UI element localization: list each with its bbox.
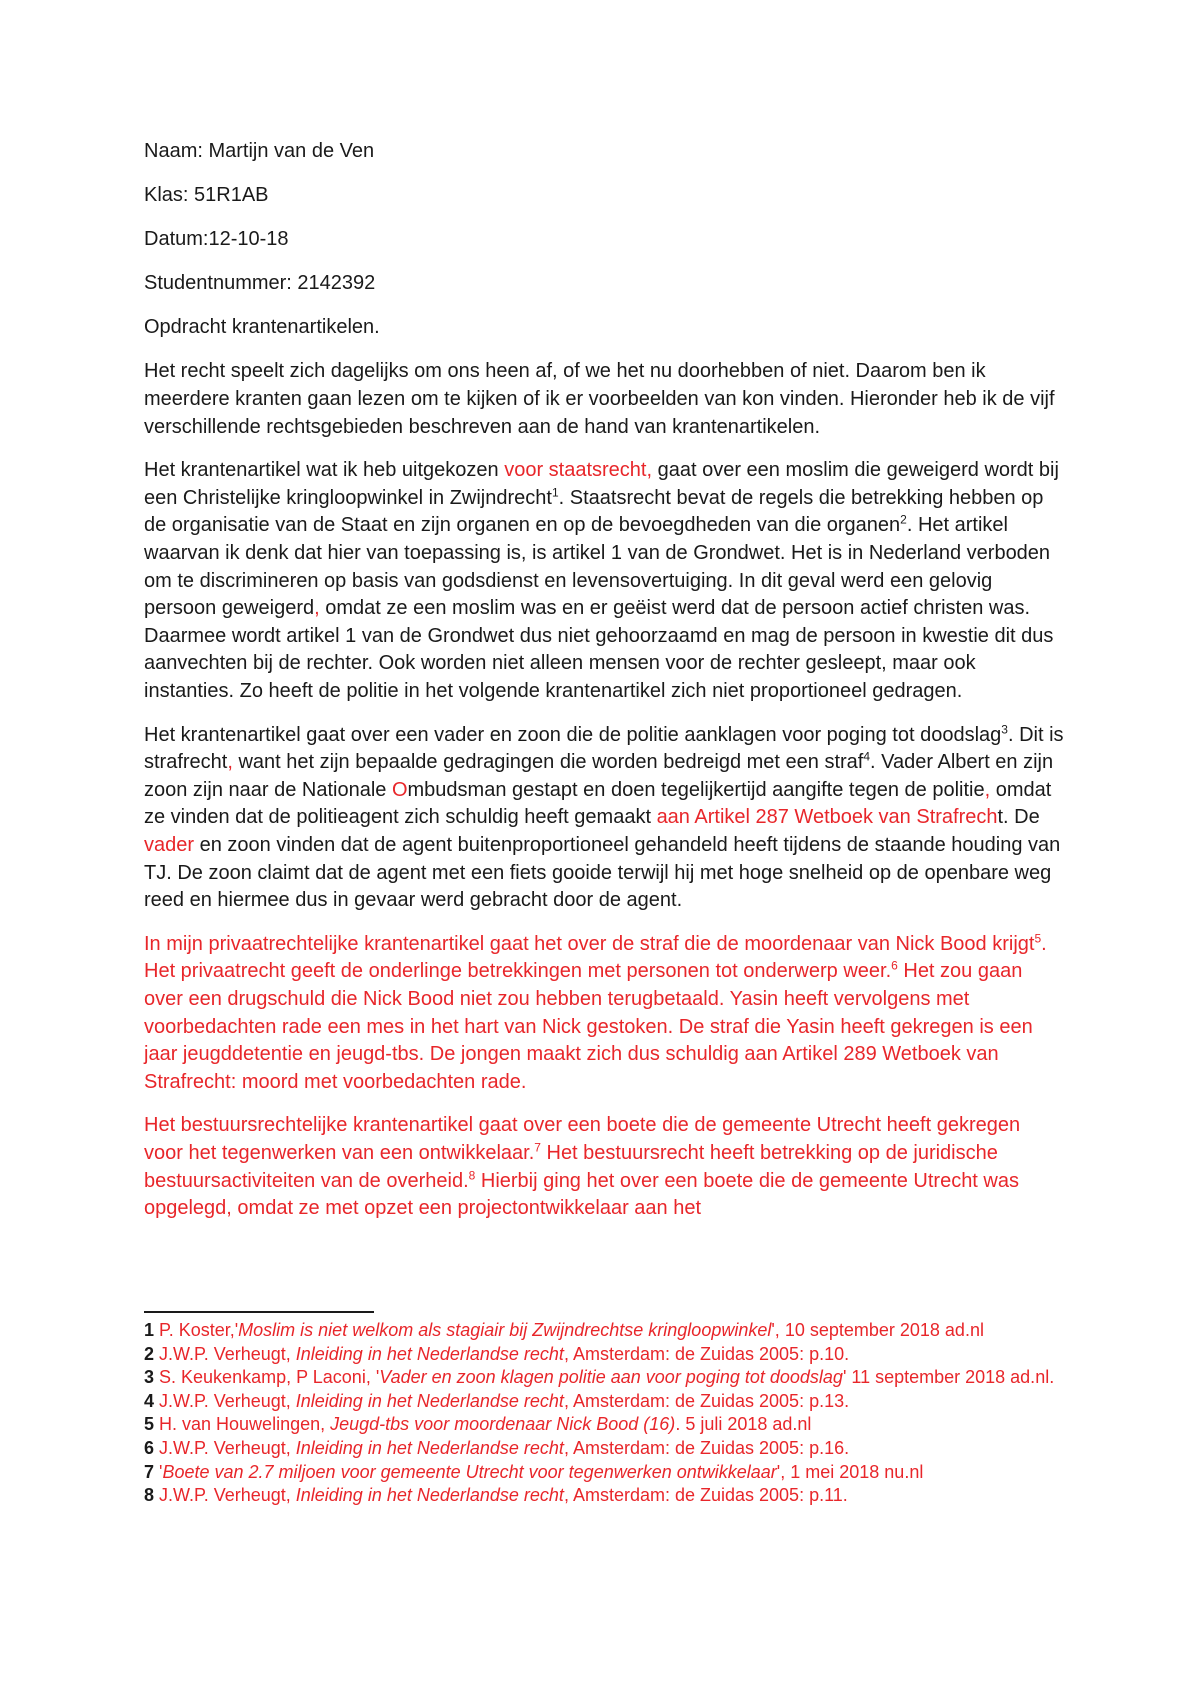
paragraph-staatsrecht: Het krantenartikel wat ik heb uitgekozen voor staatsrecht, gaat over een moslim die geweigerd wordt bij een Christelijke kringloopwinkel in Zwijndrecht$^1$. Staatsrecht bevat de regels die betrekking hebben op de organisatie van de Staat en zijn organen en op de bevoegdheden van die organen$^2$. Het artikel waarvan ik denk dat hier van toepassing is, is artikel 1 van de Grondwet. Het is in Nederland verboden om te discrimineren op basis van godsdienst en levensovertuiging. In dit geval werd een gelovig persoon geweigerd, omdat ze een moslim was en er geëist werd dat de persoon actief christen was. Daarmee wordt artikel 1 van de Grondwet dus niet gehoorzaamd en mag de persoon in kwestie dit dus aanvechten bij de rechter. Ook worden niet alleen mensen voor de rechter gesleept, maar ook instanties. Zo heeft de politie in het volgende krantenartikel zich niet proportioneel gedragen. <box>144 459 1059 702</box>
footnote-1: 1 P. Koster,'Moslim is niet welkom als stagiair bij Zwijndrechtse kringloopwinkel', 10 september 2018 ad.nl <box>144 1320 984 1340</box>
footnote-5: 5 H. van Houwelingen, Jeugd-tbs voor moordenaar Nick Bood (16). 5 juli 2018 ad.nl <box>144 1414 812 1435</box>
footnote-ref-5: 5 <box>1034 931 1042 946</box>
document-body <box>144 138 1064 1239</box>
student-class: Klas: 51R1AB <box>144 184 269 207</box>
footnotes <box>144 1319 1064 1508</box>
footnote-ref-1: 1 <box>551 485 559 500</box>
footnote-2: 2 J.W.P. Verheugt, Inleiding in het Nederlandse recht, Amsterdam: de Zuidas 2005: p.10. <box>144 1343 850 1364</box>
paragraph-privaatrecht: In mijn privaatrechtelijke krantenartikel gaat het over de straf die de moordenaar van Nick Bood krijgt$^5$. Het privaatrecht geeft de onderlinge betrekkingen met personen tot onderwerp weer.$^6$ Het zou gaan over een drugschuld die Nick Bood niet zou hebben terugbetaald. Yasin heeft vervolgens met voorbedachten rade een mes in het hart van Nick gestoken. De straf die Yasin heeft gekregen is een jaar jeugddetentie en jeugd-tbs. De jongen maakt zich dus schuldig aan Artikel 289 Wetboek van Strafrecht: moord met voorbedachten rade. <box>144 931 1047 1093</box>
paragraph-intro: Het recht speelt zich dagelijks om ons heen af, of we het nu doorhebben of niet. Daarom ben ik meerdere kranten gaan lezen om te kijken of ik er voorbeelden van kon vinden. Hieronder heb ik de vijf verschillende rechtsgebieden beschreven aan de hand van krantenartikelen. <box>144 360 1055 438</box>
footnote-4: 4 J.W.P. Verheugt, Inleiding in het Nederlandse recht, Amsterdam: de Zuidas 2005: p.13. <box>144 1390 850 1411</box>
student-number: Studentnummer: 2142392 <box>144 272 376 295</box>
footnote-ref-7: 7 <box>534 1140 541 1155</box>
footnote-ref-4: 4 <box>863 749 871 764</box>
footnote-ref-6: 6 <box>891 958 898 973</box>
date: Datum:12-10-18 <box>144 228 289 251</box>
footnote-3: 3 S. Keukenkamp, P Laconi, 'Vader en zoon klagen politie aan voor poging tot doodslag' 11 september 2018 ad.nl. <box>144 1367 1055 1388</box>
footnote-6: 6 J.W.P. Verheugt, Inleiding in het Nederlandse recht, Amsterdam: de Zuidas 2005: p.16. <box>144 1437 850 1458</box>
footnote-8: 8 J.W.P. Verheugt, Inleiding in het Nederlandse recht, Amsterdam: de Zuidas 2005: p.11. <box>144 1485 848 1506</box>
paragraph-strafrecht: Het krantenartikel gaat over een vader en zoon die de politie aanklagen voor poging tot doodslag$^3$. Dit is strafrecht, want het zijn bepaalde gedragingen die worden bedreigd met een straf$^4$. Vader Albert en zijn zoon zijn naar de Nationale Ombudsman gestapt en doen tegelijkertijd aangifte tegen de politie, omdat ze vinden dat de politieagent zich schuldig heeft gemaakt aan Artikel 287 Wetboek van Strafrecht. De vader en zoon vinden dat de agent buitenproportioneel gehandeld heeft tijdens de staande houding van TJ. De zoon claimt dat de agent met een fiets gooide terwijl hij met hoge snelheid op de openbare weg reed en hiermee dus in gevaar werd gebracht door de agent. <box>144 721 1064 912</box>
student-name: Naam: Martijn van de Ven <box>144 140 375 162</box>
paragraph-bestuursrecht: Het bestuursrechtelijke krantenartikel gaat over een boete die de gemeente Utrecht heeft gekregen voor het tegenwerken van een ontwikkelaar.$^7$ Het bestuursrecht heeft betrekking op de juridische bestuursactiviteiten van de overheid.$^8$ Hierbij ging het over een boete die de gemeente Utrecht was opgelegd, omdat ze met opzet een projectontwikkelaar aan het <box>144 1114 1021 1220</box>
footnote-ref-8: 8 <box>468 1167 476 1182</box>
footnote-separator <box>144 1311 374 1313</box>
footnote-ref-3: 3 <box>1001 721 1008 736</box>
assignment-title: Opdracht krantenartikelen. <box>144 316 380 339</box>
footnote-ref-2: 2 <box>900 512 907 527</box>
footnote-7: 7 'Boete van 2.7 miljoen voor gemeente Utrecht voor tegenwerken ontwikkelaar', 1 mei 2018 nu.nl <box>144 1461 924 1482</box>
